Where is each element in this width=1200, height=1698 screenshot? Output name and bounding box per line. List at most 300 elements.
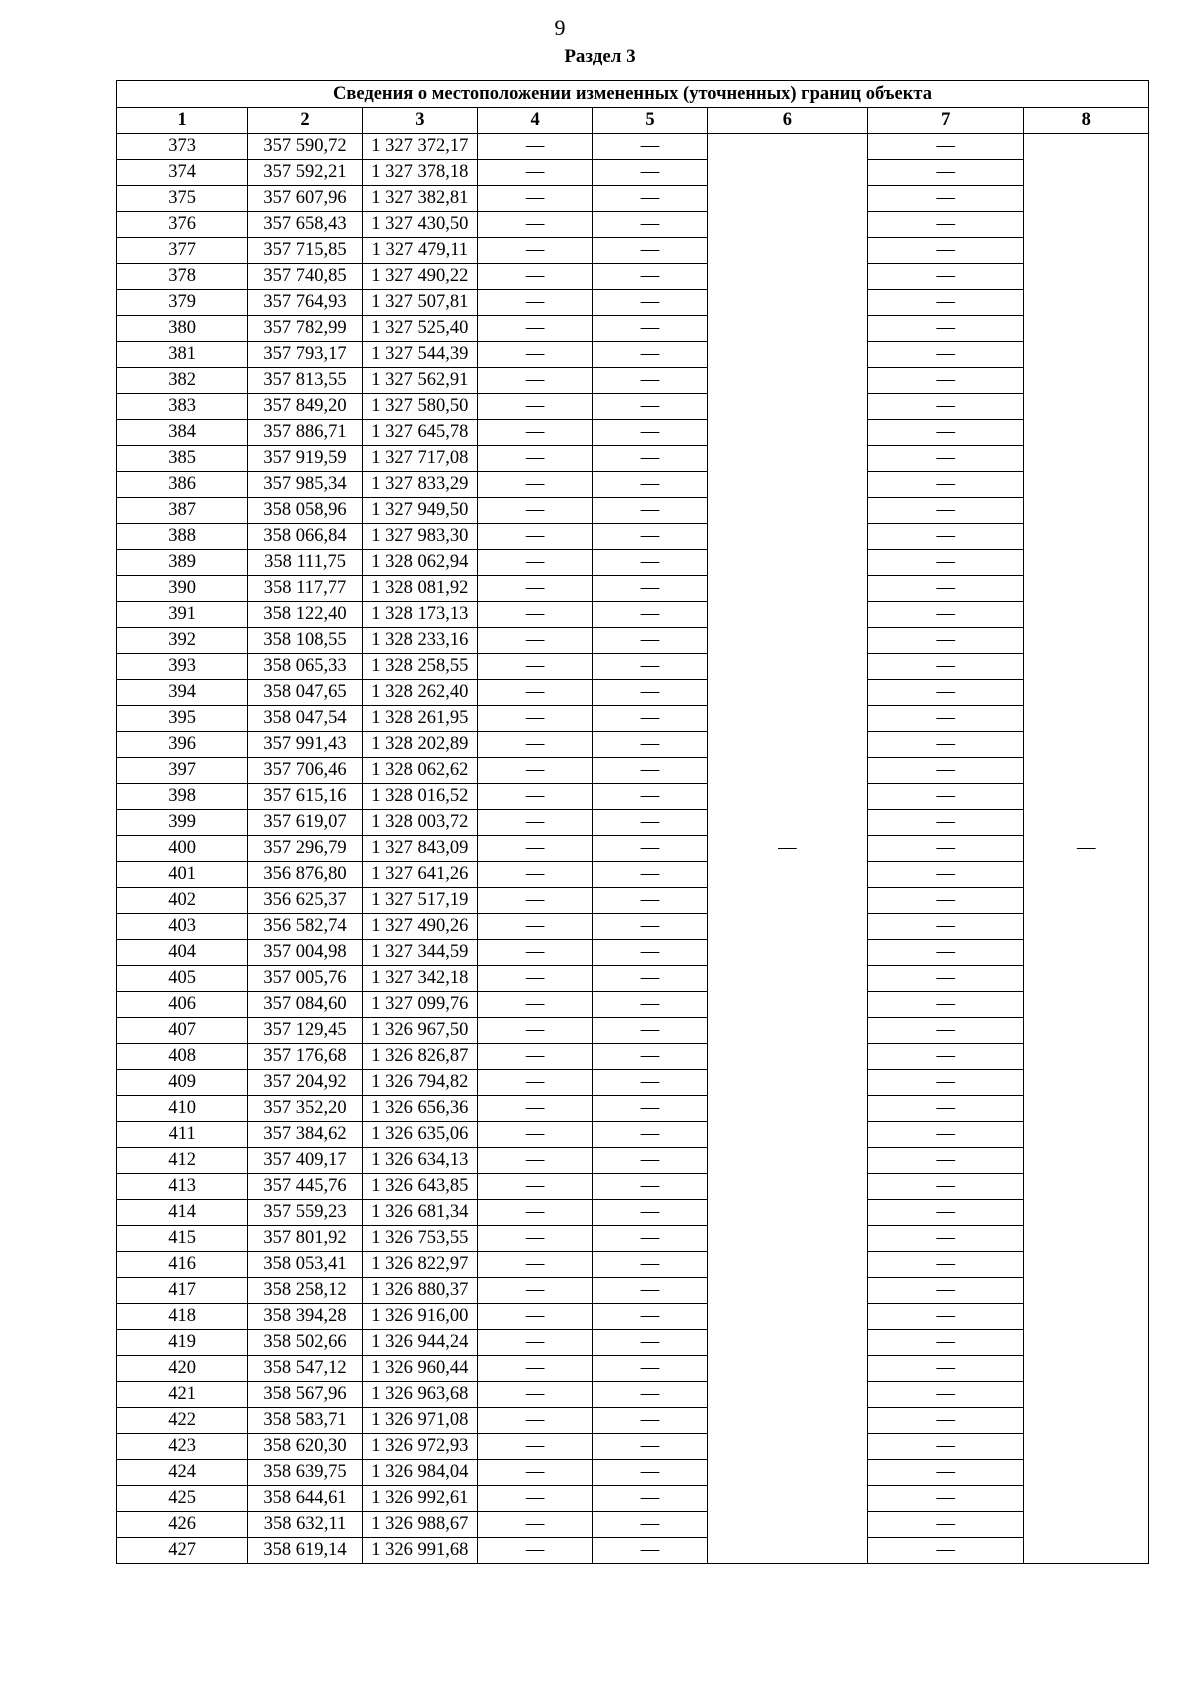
point-number-cell: 398 bbox=[117, 784, 248, 810]
column-7-cell: — bbox=[868, 160, 1024, 186]
table-row bbox=[117, 966, 1149, 992]
column-5-cell: — bbox=[593, 1330, 707, 1356]
column-7-cell: — bbox=[868, 1486, 1024, 1512]
table-row bbox=[117, 1434, 1149, 1460]
column-7-cell: — bbox=[868, 498, 1024, 524]
column-4-cell: — bbox=[477, 186, 592, 212]
column-4-cell: — bbox=[477, 784, 592, 810]
table-row bbox=[117, 1382, 1149, 1408]
x-coordinate-cell: 358 394,28 bbox=[248, 1304, 362, 1330]
y-coordinate-cell: 1 327 544,39 bbox=[362, 342, 477, 368]
x-coordinate-cell: 358 502,66 bbox=[248, 1330, 362, 1356]
column-4-cell: — bbox=[477, 1226, 592, 1252]
y-coordinate-cell: 1 327 517,19 bbox=[362, 888, 477, 914]
x-coordinate-cell: 357 715,85 bbox=[248, 238, 362, 264]
table-row bbox=[117, 862, 1149, 888]
point-number-cell: 399 bbox=[117, 810, 248, 836]
column-5-cell: — bbox=[593, 992, 707, 1018]
column-5-cell: — bbox=[593, 1512, 707, 1538]
column-7-cell: — bbox=[868, 862, 1024, 888]
column-4-cell: — bbox=[477, 1408, 592, 1434]
point-number-cell: 384 bbox=[117, 420, 248, 446]
y-coordinate-cell: 1 326 991,68 bbox=[362, 1538, 477, 1564]
y-coordinate-cell: 1 327 843,09 bbox=[362, 836, 477, 862]
column-5-cell: — bbox=[593, 550, 707, 576]
column-5-cell: — bbox=[593, 134, 707, 160]
x-coordinate-cell: 358 066,84 bbox=[248, 524, 362, 550]
point-number-cell: 408 bbox=[117, 1044, 248, 1070]
column-7-cell: — bbox=[868, 992, 1024, 1018]
column-5-cell: — bbox=[593, 758, 707, 784]
point-number-cell: 382 bbox=[117, 368, 248, 394]
x-coordinate-cell: 357 384,62 bbox=[248, 1122, 362, 1148]
column-header-8: 8 bbox=[1024, 108, 1149, 134]
x-coordinate-cell: 357 590,72 bbox=[248, 134, 362, 160]
y-coordinate-cell: 1 326 960,44 bbox=[362, 1356, 477, 1382]
column-7-cell: — bbox=[868, 1122, 1024, 1148]
column-5-cell: — bbox=[593, 914, 707, 940]
column-7-cell: — bbox=[868, 732, 1024, 758]
x-coordinate-cell: 358 117,77 bbox=[248, 576, 362, 602]
column-5-cell: — bbox=[593, 212, 707, 238]
y-coordinate-cell: 1 328 233,16 bbox=[362, 628, 477, 654]
y-coordinate-cell: 1 326 794,82 bbox=[362, 1070, 477, 1096]
y-coordinate-cell: 1 326 635,06 bbox=[362, 1122, 477, 1148]
x-coordinate-cell: 358 567,96 bbox=[248, 1382, 362, 1408]
x-coordinate-cell: 357 991,43 bbox=[248, 732, 362, 758]
point-number-cell: 397 bbox=[117, 758, 248, 784]
page-number: 9 bbox=[554, 15, 566, 40]
table-row bbox=[117, 420, 1149, 446]
column-7-cell: — bbox=[868, 472, 1024, 498]
point-number-cell: 404 bbox=[117, 940, 248, 966]
column-4-cell: — bbox=[477, 966, 592, 992]
column-7-cell: — bbox=[868, 654, 1024, 680]
point-number-cell: 396 bbox=[117, 732, 248, 758]
point-number-cell: 405 bbox=[117, 966, 248, 992]
point-number-cell: 392 bbox=[117, 628, 248, 654]
column-5-cell: — bbox=[593, 654, 707, 680]
x-coordinate-cell: 357 129,45 bbox=[248, 1018, 362, 1044]
column-5-cell: — bbox=[593, 524, 707, 550]
point-number-cell: 387 bbox=[117, 498, 248, 524]
y-coordinate-cell: 1 327 372,17 bbox=[362, 134, 477, 160]
table-row bbox=[117, 888, 1149, 914]
point-number-cell: 400 bbox=[117, 836, 248, 862]
x-coordinate-cell: 357 607,96 bbox=[248, 186, 362, 212]
point-number-cell: 416 bbox=[117, 1252, 248, 1278]
y-coordinate-cell: 1 327 479,11 bbox=[362, 238, 477, 264]
column-4-cell: — bbox=[477, 1174, 592, 1200]
column-7-cell: — bbox=[868, 966, 1024, 992]
table-row bbox=[117, 1512, 1149, 1538]
table-row bbox=[117, 446, 1149, 472]
table-row bbox=[117, 1304, 1149, 1330]
column-5-cell: — bbox=[593, 1226, 707, 1252]
column-5-cell: — bbox=[593, 1356, 707, 1382]
column-4-cell: — bbox=[477, 1460, 592, 1486]
y-coordinate-cell: 1 327 641,26 bbox=[362, 862, 477, 888]
x-coordinate-cell: 356 625,37 bbox=[248, 888, 362, 914]
x-coordinate-cell: 357 801,92 bbox=[248, 1226, 362, 1252]
x-coordinate-cell: 358 108,55 bbox=[248, 628, 362, 654]
y-coordinate-cell: 1 327 525,40 bbox=[362, 316, 477, 342]
column-4-cell: — bbox=[477, 212, 592, 238]
x-coordinate-cell: 358 258,12 bbox=[248, 1278, 362, 1304]
column-5-cell: — bbox=[593, 186, 707, 212]
column-4-cell: — bbox=[477, 576, 592, 602]
column-7-cell: — bbox=[868, 212, 1024, 238]
y-coordinate-cell: 1 327 717,08 bbox=[362, 446, 477, 472]
column-5-cell: — bbox=[593, 966, 707, 992]
column-4-cell: — bbox=[477, 1486, 592, 1512]
y-coordinate-cell: 1 326 963,68 bbox=[362, 1382, 477, 1408]
column-5-cell: — bbox=[593, 888, 707, 914]
column-5-cell: — bbox=[593, 446, 707, 472]
x-coordinate-cell: 357 706,46 bbox=[248, 758, 362, 784]
point-number-cell: 388 bbox=[117, 524, 248, 550]
table-row bbox=[117, 1460, 1149, 1486]
x-coordinate-cell: 358 047,65 bbox=[248, 680, 362, 706]
y-coordinate-cell: 1 327 490,22 bbox=[362, 264, 477, 290]
y-coordinate-cell: 1 326 971,08 bbox=[362, 1408, 477, 1434]
column-4-cell: — bbox=[477, 1356, 592, 1382]
column-7-cell: — bbox=[868, 186, 1024, 212]
x-coordinate-cell: 357 658,43 bbox=[248, 212, 362, 238]
column-5-cell: — bbox=[593, 264, 707, 290]
point-number-cell: 391 bbox=[117, 602, 248, 628]
column-header-4: 4 bbox=[477, 108, 592, 134]
table-row bbox=[117, 836, 1149, 862]
table-row bbox=[117, 1252, 1149, 1278]
x-coordinate-cell: 357 886,71 bbox=[248, 420, 362, 446]
column-8-merged-cell: — bbox=[1024, 134, 1149, 1564]
x-coordinate-cell: 357 005,76 bbox=[248, 966, 362, 992]
x-coordinate-cell: 357 740,85 bbox=[248, 264, 362, 290]
point-number-cell: 407 bbox=[117, 1018, 248, 1044]
column-4-cell: — bbox=[477, 420, 592, 446]
x-coordinate-cell: 357 004,98 bbox=[248, 940, 362, 966]
y-coordinate-cell: 1 326 988,67 bbox=[362, 1512, 477, 1538]
column-7-cell: — bbox=[868, 1356, 1024, 1382]
column-5-cell: — bbox=[593, 602, 707, 628]
table-row bbox=[117, 602, 1149, 628]
column-7-cell: — bbox=[868, 238, 1024, 264]
table-row bbox=[117, 550, 1149, 576]
table-row bbox=[117, 134, 1149, 160]
table-row bbox=[117, 368, 1149, 394]
y-coordinate-cell: 1 328 258,55 bbox=[362, 654, 477, 680]
table-row bbox=[117, 1356, 1149, 1382]
table-row bbox=[117, 1278, 1149, 1304]
x-coordinate-cell: 358 547,12 bbox=[248, 1356, 362, 1382]
point-number-cell: 421 bbox=[117, 1382, 248, 1408]
column-5-cell: — bbox=[593, 1044, 707, 1070]
table-row bbox=[117, 732, 1149, 758]
column-7-cell: — bbox=[868, 134, 1024, 160]
y-coordinate-cell: 1 327 378,18 bbox=[362, 160, 477, 186]
point-number-cell: 427 bbox=[117, 1538, 248, 1564]
x-coordinate-cell: 358 644,61 bbox=[248, 1486, 362, 1512]
point-number-cell: 406 bbox=[117, 992, 248, 1018]
column-7-cell: — bbox=[868, 576, 1024, 602]
column-header-7: 7 bbox=[868, 108, 1024, 134]
y-coordinate-cell: 1 328 202,89 bbox=[362, 732, 477, 758]
column-5-cell: — bbox=[593, 1278, 707, 1304]
column-5-cell: — bbox=[593, 160, 707, 186]
column-7-cell: — bbox=[868, 1434, 1024, 1460]
x-coordinate-cell: 357 619,07 bbox=[248, 810, 362, 836]
y-coordinate-cell: 1 327 949,50 bbox=[362, 498, 477, 524]
table-row bbox=[117, 1044, 1149, 1070]
column-5-cell: — bbox=[593, 238, 707, 264]
x-coordinate-cell: 356 582,74 bbox=[248, 914, 362, 940]
table-row bbox=[117, 1070, 1149, 1096]
column-5-cell: — bbox=[593, 1252, 707, 1278]
point-number-cell: 383 bbox=[117, 394, 248, 420]
point-number-cell: 373 bbox=[117, 134, 248, 160]
boundary-coordinates-table bbox=[116, 80, 1149, 1564]
column-5-cell: — bbox=[593, 836, 707, 862]
table-row bbox=[117, 914, 1149, 940]
column-4-cell: — bbox=[477, 550, 592, 576]
column-4-cell: — bbox=[477, 1538, 592, 1564]
table-row bbox=[117, 1486, 1149, 1512]
column-7-cell: — bbox=[868, 264, 1024, 290]
y-coordinate-cell: 1 328 261,95 bbox=[362, 706, 477, 732]
point-number-cell: 411 bbox=[117, 1122, 248, 1148]
table-row bbox=[117, 264, 1149, 290]
column-5-cell: — bbox=[593, 342, 707, 368]
column-5-cell: — bbox=[593, 1460, 707, 1486]
y-coordinate-cell: 1 328 081,92 bbox=[362, 576, 477, 602]
point-number-cell: 410 bbox=[117, 1096, 248, 1122]
column-header-6: 6 bbox=[707, 108, 867, 134]
table-row bbox=[117, 524, 1149, 550]
column-4-cell: — bbox=[477, 628, 592, 654]
y-coordinate-cell: 1 326 753,55 bbox=[362, 1226, 477, 1252]
y-coordinate-cell: 1 326 944,24 bbox=[362, 1330, 477, 1356]
column-5-cell: — bbox=[593, 394, 707, 420]
column-7-cell: — bbox=[868, 1018, 1024, 1044]
column-4-cell: — bbox=[477, 134, 592, 160]
point-number-cell: 390 bbox=[117, 576, 248, 602]
column-7-cell: — bbox=[868, 1148, 1024, 1174]
column-4-cell: — bbox=[477, 706, 592, 732]
column-5-cell: — bbox=[593, 1070, 707, 1096]
point-number-cell: 377 bbox=[117, 238, 248, 264]
point-number-cell: 395 bbox=[117, 706, 248, 732]
table-row bbox=[117, 810, 1149, 836]
x-coordinate-cell: 357 919,59 bbox=[248, 446, 362, 472]
y-coordinate-cell: 1 327 382,81 bbox=[362, 186, 477, 212]
column-4-cell: — bbox=[477, 914, 592, 940]
y-coordinate-cell: 1 326 972,93 bbox=[362, 1434, 477, 1460]
y-coordinate-cell: 1 327 833,29 bbox=[362, 472, 477, 498]
column-7-cell: — bbox=[868, 836, 1024, 862]
column-7-cell: — bbox=[868, 914, 1024, 940]
column-4-cell: — bbox=[477, 290, 592, 316]
x-coordinate-cell: 357 849,20 bbox=[248, 394, 362, 420]
column-5-cell: — bbox=[593, 1538, 707, 1564]
column-5-cell: — bbox=[593, 1018, 707, 1044]
table-row bbox=[117, 1200, 1149, 1226]
column-7-cell: — bbox=[868, 602, 1024, 628]
column-4-cell: — bbox=[477, 1018, 592, 1044]
x-coordinate-cell: 358 047,54 bbox=[248, 706, 362, 732]
point-number-cell: 413 bbox=[117, 1174, 248, 1200]
column-7-cell: — bbox=[868, 628, 1024, 654]
column-4-cell: — bbox=[477, 446, 592, 472]
table-row bbox=[117, 1148, 1149, 1174]
column-7-cell: — bbox=[868, 888, 1024, 914]
y-coordinate-cell: 1 327 344,59 bbox=[362, 940, 477, 966]
table-row bbox=[117, 992, 1149, 1018]
x-coordinate-cell: 358 583,71 bbox=[248, 1408, 362, 1434]
y-coordinate-cell: 1 327 645,78 bbox=[362, 420, 477, 446]
point-number-cell: 379 bbox=[117, 290, 248, 316]
y-coordinate-cell: 1 328 173,13 bbox=[362, 602, 477, 628]
table-row bbox=[117, 1330, 1149, 1356]
point-number-cell: 415 bbox=[117, 1226, 248, 1252]
column-7-cell: — bbox=[868, 810, 1024, 836]
column-5-cell: — bbox=[593, 1096, 707, 1122]
column-4-cell: — bbox=[477, 1330, 592, 1356]
y-coordinate-cell: 1 327 490,26 bbox=[362, 914, 477, 940]
column-5-cell: — bbox=[593, 290, 707, 316]
point-number-cell: 394 bbox=[117, 680, 248, 706]
point-number-cell: 385 bbox=[117, 446, 248, 472]
column-7-cell: — bbox=[868, 316, 1024, 342]
x-coordinate-cell: 357 813,55 bbox=[248, 368, 362, 394]
column-number-row bbox=[117, 108, 1149, 134]
y-coordinate-cell: 1 326 992,61 bbox=[362, 1486, 477, 1512]
column-5-cell: — bbox=[593, 862, 707, 888]
table-row bbox=[117, 1226, 1149, 1252]
column-4-cell: — bbox=[477, 1382, 592, 1408]
column-7-cell: — bbox=[868, 1252, 1024, 1278]
table-body bbox=[117, 134, 1149, 1564]
column-7-cell: — bbox=[868, 1382, 1024, 1408]
column-4-cell: — bbox=[477, 1278, 592, 1304]
x-coordinate-cell: 358 058,96 bbox=[248, 498, 362, 524]
column-5-cell: — bbox=[593, 810, 707, 836]
point-number-cell: 414 bbox=[117, 1200, 248, 1226]
point-number-cell: 425 bbox=[117, 1486, 248, 1512]
column-5-cell: — bbox=[593, 420, 707, 446]
column-5-cell: — bbox=[593, 368, 707, 394]
column-header-3: 3 bbox=[362, 108, 477, 134]
x-coordinate-cell: 357 296,79 bbox=[248, 836, 362, 862]
x-coordinate-cell: 358 620,30 bbox=[248, 1434, 362, 1460]
column-7-cell: — bbox=[868, 420, 1024, 446]
x-coordinate-cell: 357 352,20 bbox=[248, 1096, 362, 1122]
column-7-cell: — bbox=[868, 1200, 1024, 1226]
x-coordinate-cell: 357 445,76 bbox=[248, 1174, 362, 1200]
column-7-cell: — bbox=[868, 394, 1024, 420]
column-5-cell: — bbox=[593, 680, 707, 706]
column-7-cell: — bbox=[868, 1174, 1024, 1200]
y-coordinate-cell: 1 327 507,81 bbox=[362, 290, 477, 316]
column-4-cell: — bbox=[477, 368, 592, 394]
table-row bbox=[117, 212, 1149, 238]
column-7-cell: — bbox=[868, 1044, 1024, 1070]
point-number-cell: 378 bbox=[117, 264, 248, 290]
y-coordinate-cell: 1 328 062,62 bbox=[362, 758, 477, 784]
column-7-cell: — bbox=[868, 1330, 1024, 1356]
column-7-cell: — bbox=[868, 1226, 1024, 1252]
column-4-cell: — bbox=[477, 264, 592, 290]
column-4-cell: — bbox=[477, 654, 592, 680]
x-coordinate-cell: 357 782,99 bbox=[248, 316, 362, 342]
x-coordinate-cell: 357 559,23 bbox=[248, 1200, 362, 1226]
column-7-cell: — bbox=[868, 342, 1024, 368]
column-7-cell: — bbox=[868, 1278, 1024, 1304]
column-7-cell: — bbox=[868, 940, 1024, 966]
x-coordinate-cell: 358 122,40 bbox=[248, 602, 362, 628]
table-row bbox=[117, 706, 1149, 732]
column-4-cell: — bbox=[477, 498, 592, 524]
point-number-cell: 426 bbox=[117, 1512, 248, 1538]
column-5-cell: — bbox=[593, 1486, 707, 1512]
x-coordinate-cell: 357 176,68 bbox=[248, 1044, 362, 1070]
table-row bbox=[117, 758, 1149, 784]
column-4-cell: — bbox=[477, 1304, 592, 1330]
y-coordinate-cell: 1 326 984,04 bbox=[362, 1460, 477, 1486]
table-row bbox=[117, 1096, 1149, 1122]
x-coordinate-cell: 357 084,60 bbox=[248, 992, 362, 1018]
table-row bbox=[117, 472, 1149, 498]
column-4-cell: — bbox=[477, 472, 592, 498]
x-coordinate-cell: 358 632,11 bbox=[248, 1512, 362, 1538]
column-4-cell: — bbox=[477, 1070, 592, 1096]
column-7-cell: — bbox=[868, 706, 1024, 732]
column-4-cell: — bbox=[477, 342, 592, 368]
column-5-cell: — bbox=[593, 940, 707, 966]
column-4-cell: — bbox=[477, 810, 592, 836]
point-number-cell: 386 bbox=[117, 472, 248, 498]
column-7-cell: — bbox=[868, 1460, 1024, 1486]
column-5-cell: — bbox=[593, 732, 707, 758]
point-number-cell: 423 bbox=[117, 1434, 248, 1460]
y-coordinate-cell: 1 327 430,50 bbox=[362, 212, 477, 238]
column-4-cell: — bbox=[477, 160, 592, 186]
column-7-cell: — bbox=[868, 758, 1024, 784]
x-coordinate-cell: 358 053,41 bbox=[248, 1252, 362, 1278]
point-number-cell: 376 bbox=[117, 212, 248, 238]
table-row bbox=[117, 784, 1149, 810]
table-row bbox=[117, 342, 1149, 368]
point-number-cell: 374 bbox=[117, 160, 248, 186]
point-number-cell: 381 bbox=[117, 342, 248, 368]
y-coordinate-cell: 1 326 681,34 bbox=[362, 1200, 477, 1226]
column-4-cell: — bbox=[477, 888, 592, 914]
y-coordinate-cell: 1 328 262,40 bbox=[362, 680, 477, 706]
column-5-cell: — bbox=[593, 1200, 707, 1226]
table-row bbox=[117, 680, 1149, 706]
point-number-cell: 409 bbox=[117, 1070, 248, 1096]
column-7-cell: — bbox=[868, 680, 1024, 706]
column-4-cell: — bbox=[477, 524, 592, 550]
y-coordinate-cell: 1 326 822,97 bbox=[362, 1252, 477, 1278]
point-number-cell: 403 bbox=[117, 914, 248, 940]
column-7-cell: — bbox=[868, 368, 1024, 394]
column-5-cell: — bbox=[593, 1148, 707, 1174]
x-coordinate-cell: 357 592,21 bbox=[248, 160, 362, 186]
point-number-cell: 412 bbox=[117, 1148, 248, 1174]
column-5-cell: — bbox=[593, 1122, 707, 1148]
point-number-cell: 380 bbox=[117, 316, 248, 342]
